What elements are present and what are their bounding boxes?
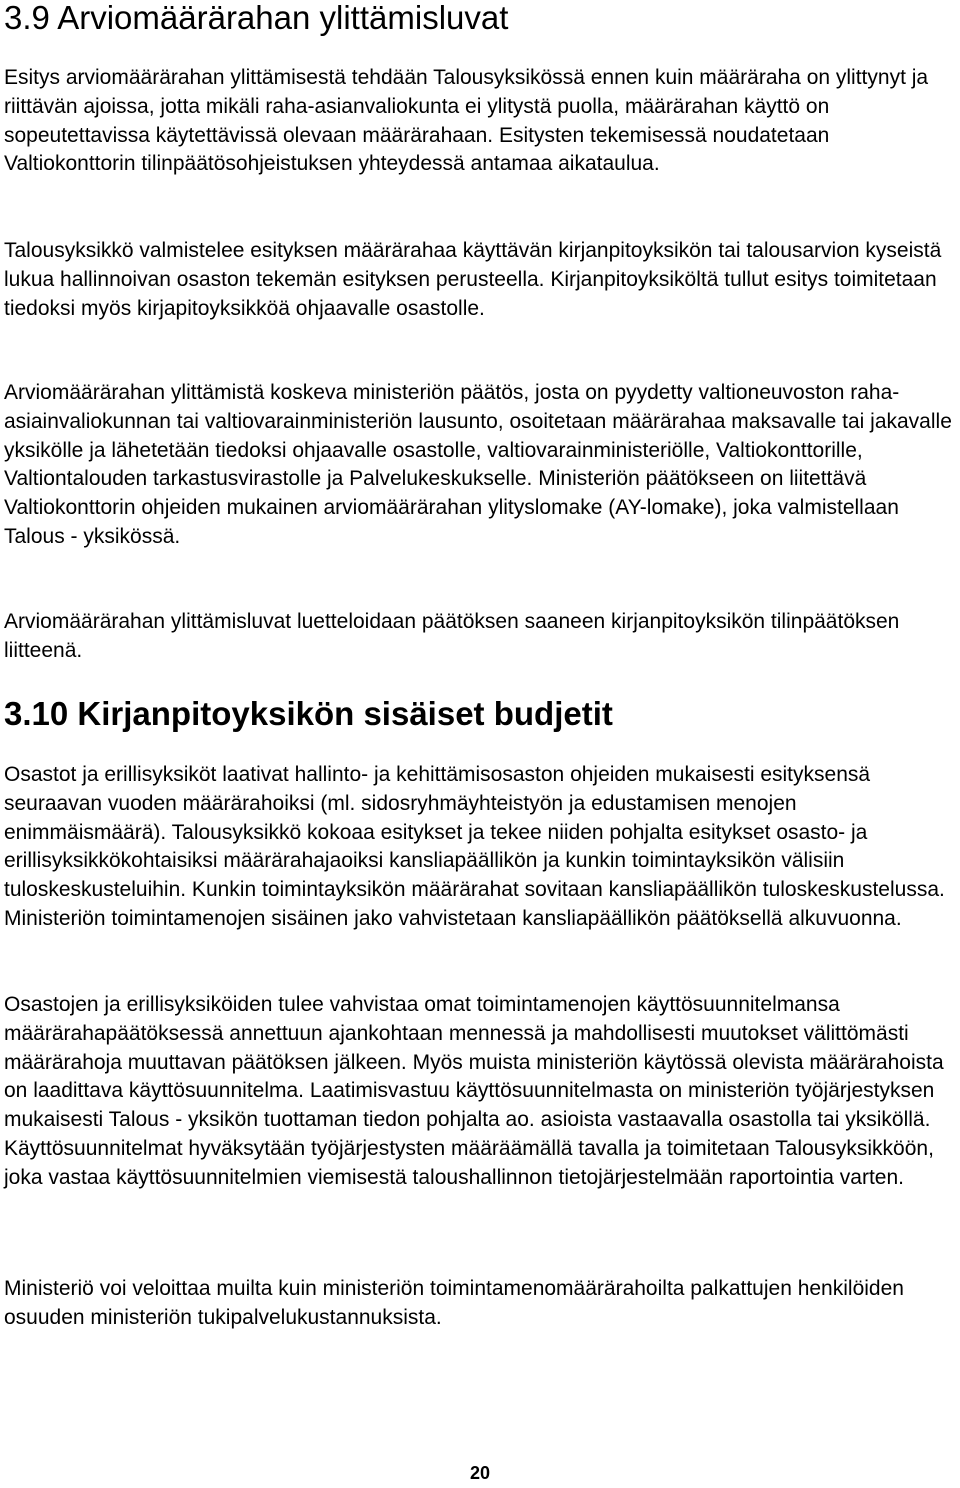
paragraph: Arviomäärärahan ylittämisluvat luetteloidaan päätöksen saaneen kirjanpitoyksikön tilinpäätöksen liitteenä. (4, 610, 900, 662)
page-number: 20 (469, 1463, 491, 1483)
paragraph: Osastot ja erillisyksiköt laativat hallinto- ja kehittämisosaston ohjeiden mukaisesti esityksensä seuraavan vuoden määrärahoiksi (ml. sidosryhmäyhteistyön ja edustamisen menojen enimmäismäärä). Talousyksikkö kokoaa esitykset ja tekee niiden pohjalta esitykset osasto- ja erillisyksikkökohtaisiksi määrärahajaoiksi kansliapäällikön ja kunkin toimintayksikön välisiin tuloskeskusteluihin. Kunkin toimintayksikön määrärahat sovitaan kansliapäällikön tuloskeskustelussa. Ministeriön toimintamenojen sisäinen jako vahvistetaan kansliapäällikön päätöksellä alkuvuonna. (4, 763, 945, 930)
paragraph: Esitys arviomäärärahan ylittämisestä tehdään Talousyksikössä ennen kuin määräraha on ylittynyt ja riittävän ajoissa, jotta mikäli raha-asianvaliokunta ei ylitystä puolla, määrärahan käyttö on sopeutettavissa käytettävissä olevaan määrärahaan. Esitysten tekemisessä noudatetaan Valtiokonttorin tilinpäätösohjeistuksen yhteydessä antamaa aikataulua. (4, 66, 929, 176)
paragraph: Osastojen ja erillisyksiköiden tulee vahvistaa omat toimintamenojen käyttösuunnitelmansa määrärahapäätöksessä annettuun ajankohtaan mennessä ja mahdollisesti muutokset välittömästi määrärahoja muuttavan päätöksen jälkeen. Myös muista ministeriön käytössä olevista määrärahoista on laadittava käyttösuunnitelma. Laatimisvastuu käyttösuunnitelmasta on ministeriön työjärjestyksen mukaisesti Talous - yksikön tuottaman tiedon pohjalta ao. asioista vastaavalla osastolla tai yksiköllä. Käyttösuunnitelmat hyväksytään työjärjestysten määräämällä tavalla ja toimitetaan Talousyksikköön, joka vastaa käyttösuunnitelmien viemisestä taloushallinnon tietojärjestelmään raportointia varten. (4, 993, 944, 1189)
section-heading-3-9: 3.9 Arviomäärärahan ylittämisluvat (4, 0, 509, 36)
paragraph: Arviomäärärahan ylittämistä koskeva ministeriön päätös, josta on pyydetty valtioneuvoston raha-asiainvaliokunnan tai valtiovarainministeriön lausunto, osoitetaan määrärahaa maksavalle tai jakavalle yksikölle ja lähetetään tiedoksi ohjaavalle osastolle, valtiovarainministeriölle, Valtiokonttorille, Valtiontalouden tarkastusvirastolle ja Palvelukeskukselle. Ministeriön päätökseen on liitettävä Valtiokonttorin ohjeiden mukainen arviomäärärahan ylityslomake (AY-lomake), joka valmistellaan Talous - yksikössä. (4, 381, 952, 548)
paragraph: Ministeriö voi veloittaa muilta kuin ministeriön toimintamenomäärärahoilta palkattujen henkilöiden osuuden ministeriön tukipalvelukustannuksista. (4, 1277, 904, 1329)
paragraph: Talousyksikkö valmistelee esityksen määrärahaa käyttävän kirjanpitoyksikön tai talousarvion kyseistä lukua hallinnoivan osaston tekemän esityksen perusteella. Kirjanpitoyksiköltä tullut esitys toimitetaan tiedoksi myös kirjapitoyksikköä ohjaavalle osastolle. (4, 239, 942, 320)
section-heading-3-10: 3.10 Kirjanpitoyksikön sisäiset budjetit (4, 695, 613, 732)
